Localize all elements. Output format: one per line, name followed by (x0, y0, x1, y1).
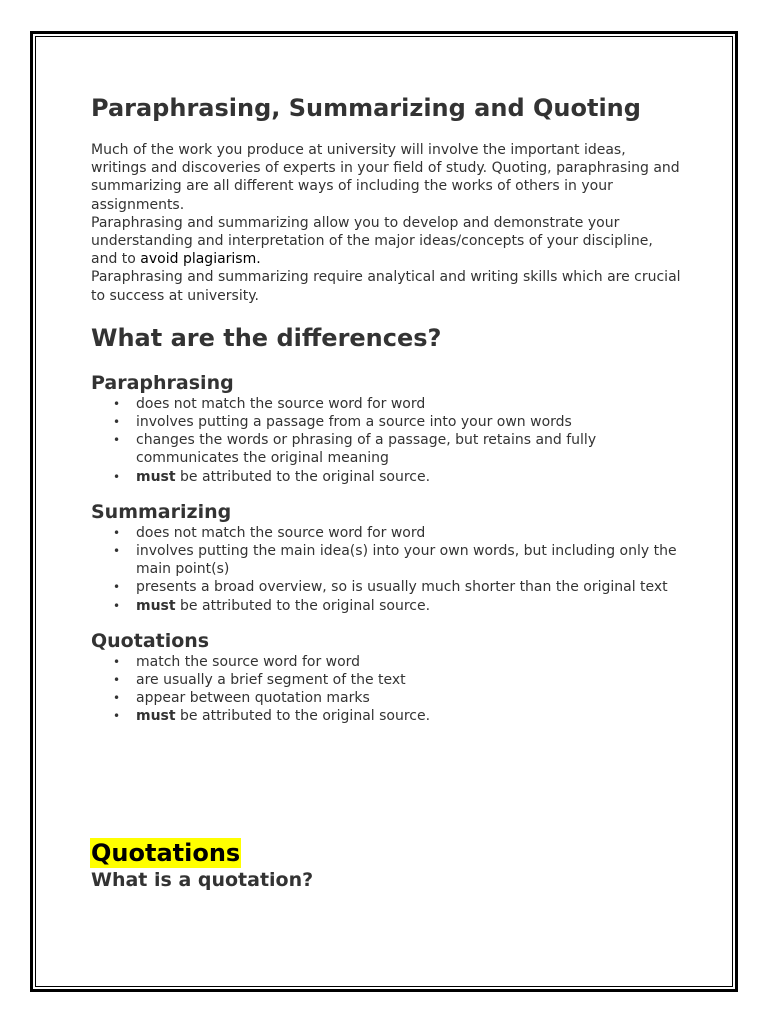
list-item-text: changes the words or phrasing of a passage, but retains and fully communicates the original meaning (136, 432, 597, 467)
bullet-icon: • (113, 525, 121, 540)
list-item-text: be attributed to the original source. (175, 597, 431, 614)
list-item (113, 431, 683, 467)
bullet-icon: • (113, 673, 121, 688)
list-item (113, 653, 683, 671)
list-item-text: match the source word for word (136, 653, 361, 670)
bullet-icon: • (113, 709, 121, 724)
intro-paragraph-1: Much of the work you produce at university will involve the important ideas, writings and discoveries of experts in your field of study. Quoting, paraphrasing and summarizing are all different ways of including the works of others in your assignments. (91, 142, 680, 213)
what-is-quotation-heading: What is a quotation? (91, 869, 314, 891)
list-item (113, 707, 683, 725)
bullet-icon: • (113, 691, 121, 706)
list-item-text: involves putting a passage from a source into your own words (136, 414, 572, 431)
list-item-text: be attributed to the original source. (175, 708, 431, 725)
document-title: Paraphrasing, Summarizing and Quoting (91, 94, 641, 122)
list-item-text: involves putting the main idea(s) into your own words, but including only the main point(s) (136, 543, 677, 578)
emphasis-must: must (136, 468, 176, 485)
quotations-highlighted-heading: Quotations (91, 839, 241, 867)
avoid-plagiarism-link[interactable]: avoid plagiarism. (140, 251, 261, 268)
intro-paragraph-3: Paraphrasing and summarizing require analytical and writing skills which are crucial to success at university. (91, 269, 681, 304)
list-item (113, 542, 683, 578)
bullet-icon: • (113, 415, 121, 430)
paraphrasing-heading: Paraphrasing (91, 371, 234, 394)
bullet-icon: • (113, 544, 121, 559)
bullet-icon: • (113, 469, 121, 484)
list-item-text: be attributed to the original source. (175, 468, 431, 485)
list-item (113, 578, 683, 596)
bullet-icon: • (113, 598, 121, 613)
bullet-icon: • (113, 654, 121, 669)
list-item-text: presents a broad overview, so is usually much shorter than the original text (136, 579, 668, 596)
differences-heading: What are the differences? (91, 323, 442, 352)
list-item (113, 689, 683, 707)
intro-section (91, 141, 683, 305)
quotations-heading: Quotations (91, 629, 210, 652)
paraphrasing-list (91, 395, 683, 486)
list-item (113, 468, 683, 486)
emphasis-must: must (136, 597, 176, 614)
list-item-text: are usually a brief segment of the text (136, 672, 406, 689)
list-item (113, 395, 683, 413)
list-item-text: appear between quotation marks (136, 690, 370, 707)
intro-paragraph-2-text: Paraphrasing and summarizing allow you to develop and demonstrate your understanding and interpretation of the major ideas/concepts of your discipline, and to (91, 214, 653, 268)
list-item-text: does not match the source word for word (136, 524, 426, 541)
bullet-icon: • (113, 580, 121, 595)
list-item (113, 671, 683, 689)
quotations-list (91, 653, 683, 726)
summarizing-heading: Summarizing (91, 500, 232, 523)
document-body (91, 92, 683, 726)
bullet-icon: • (113, 396, 121, 411)
bullet-icon: • (113, 433, 121, 448)
list-item (113, 524, 683, 542)
intro-paragraph-2 (91, 214, 683, 269)
list-item (113, 413, 683, 431)
emphasis-must: must (136, 708, 176, 725)
list-item (113, 597, 683, 615)
list-item-text: does not match the source word for word (136, 395, 426, 412)
summarizing-list (91, 524, 683, 615)
